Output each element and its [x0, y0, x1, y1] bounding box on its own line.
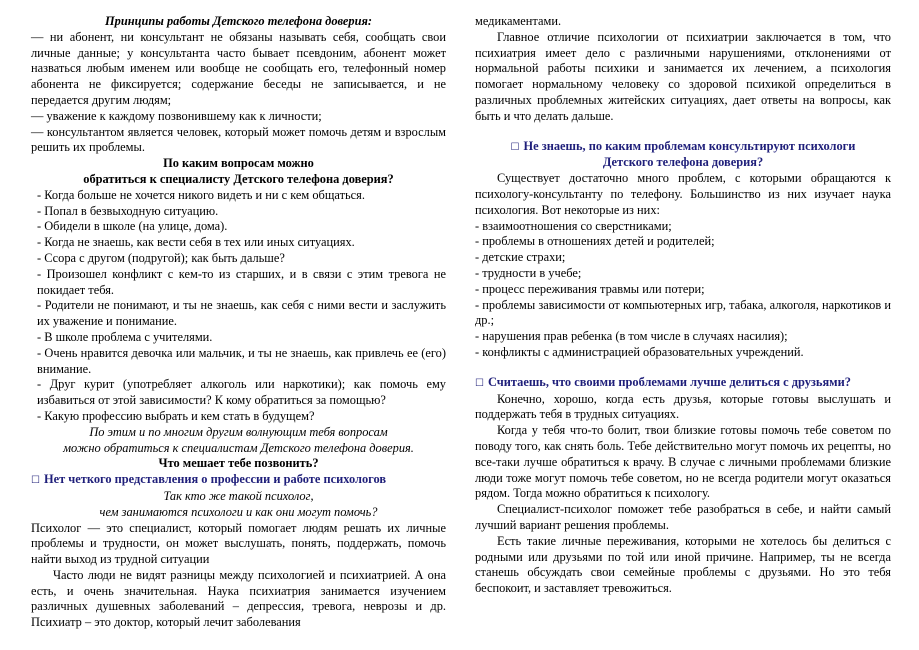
other-questions-line-1: По этим и по многим другим волнующим тебя вопросам	[89, 424, 388, 439]
list-item: - проблемы зависимости от компьютерных игр, табака, алкоголя, наркотиков и др.;	[475, 297, 891, 328]
difference-paragraph: Часто люди не видят разницы между психологией и психиатрией. А она есть, и очень значительная. Наука психиатрия занимается изучением различных душевных заболеваний – депрессия, тревога, неврозы и др. Психиатр – это доктор, который лечит заболевания	[31, 567, 446, 630]
questions-title-line-1: По каким вопросам можно	[163, 156, 314, 171]
principle-3: — консультантом является человек, который может помочь детям и взрослым решить их проблемы.	[31, 124, 446, 155]
list-item: - В школе проблема с учителями.	[37, 329, 213, 344]
no-idea-title: Нет четкого представления о профессии и работе психологов	[43, 472, 387, 487]
continuation-text: медикаментами.	[475, 14, 562, 28]
list-item: - Попал в безвыходную ситуацию.	[37, 203, 219, 218]
questions-list	[31, 188, 446, 425]
list-item: - нарушения прав ребенка (в том числе в случаях насилия);	[475, 329, 788, 344]
questions-title-line-2: обратиться к специалисту Детского телефона доверия?	[83, 171, 394, 186]
problems-heading-line-2: Детского телефона доверия?	[602, 155, 764, 170]
main-difference-paragraph: Главное отличие психологии от психиатрии заключается в том, что психиатрия имеет дело с различными нарушениями, отклонениями от нормальной работы психики и занимается их лечением, а психология помогает нормальному человеку со здоровой психикой определиться в различных проблемных житейских ситуациях, дает ответы на вопросы, как быть и что делать дальше.	[475, 29, 891, 123]
principle-1: — ни абонент, ни консультант не обязаны называть себя, сообщать свои личные данные; у консультанта часто бывает псевдоним, абонент может назваться любым именем или вообще не сообщать его, телефонный номер абонента не фиксируется; содержание беседы не записывается, и не передается другим людям;	[31, 29, 446, 107]
other-questions-line-2: можно обратиться к специалистам Детского телефона доверия.	[63, 440, 414, 455]
friends-paragraph-1: Конечно, хорошо, когда есть друзья, которые готовы выслушать и поддержать тебя в трудных ситуациях.	[475, 391, 891, 422]
list-item: - Какую профессию выбрать и кем стать в будущем?	[37, 408, 315, 423]
list-item: - Обидели в школе (на улице, дома).	[37, 219, 228, 234]
list-item: - Когда не знаешь, как вести себя в тех или иных ситуациях.	[37, 235, 355, 250]
list-item: - Ссора с другом (подругой); как быть дальше?	[37, 250, 285, 265]
friends-paragraph-2: Когда у тебя что-то болит, твои близкие готовы помочь тебе советом по поводу того, как снять боль. Тебе действительно могут помочь их рецепты, но все-таки лучше обратиться к врачу. В случае с личными проблемами близкие люди тоже могут помочь тебе советом, но не всегда родители могут оказаться рядом. Тогда можно обратиться к психологу.	[475, 423, 891, 501]
list-item: - детские страхи;	[475, 250, 566, 265]
principle-2: — уважение к каждому позвонившему как к личности;	[31, 108, 322, 123]
who-line-1: Так кто же такой психолог,	[163, 488, 314, 503]
problems-list	[475, 219, 891, 361]
list-item: - проблемы в отношениях детей и родителей;	[475, 234, 715, 249]
list-item: - Очень нравится девочка или мальчик, и ты не знаешь, как привлечь ее (его) внимание.	[37, 345, 446, 376]
checkbox-bullet-icon: ☐	[475, 377, 484, 389]
list-item: - Когда больше не хочется никого видеть и ни с кем общаться.	[37, 187, 365, 202]
friends-paragraph-4: Есть такие личные переживания, которыми не хотелось бы делиться с родными или друзьями по той или иной причине. Например, ты не всегда станешь обсуждать свои семейные проблемы с друзьями. Но это тебя беспокоит, и заставляет тревожиться.	[475, 533, 891, 596]
list-item: - трудности в учебе;	[475, 265, 582, 280]
list-item: - Родители не понимают, и ты не знаешь, как себя с ними вести и заслужить их уважение и понимание.	[37, 298, 446, 329]
problems-heading-line-1: ☐ Не знаешь, по каким проблемам консультируют психологи	[510, 138, 856, 153]
problems-intro: Существует достаточно много проблем, с которыми обращаются к психологу-консультанту по телефону. Большинство из них изучает наука психология. Вот некоторые из них:	[475, 171, 891, 217]
no-idea-heading	[31, 472, 446, 489]
left-column	[31, 14, 446, 631]
list-item: - взаимоотношения со сверстниками;	[475, 218, 672, 233]
psychologist-definition: Психолог — это специалист, который помогает людям решать их личные проблемы и трудности, он может выслушать, понять, поддержать, помочь найти выход из трудной ситуации	[31, 520, 446, 567]
list-item: - Друг курит (употребляет алкоголь или наркотики); как помочь ему избавиться от этой зависимости? К кому обратиться за помощью?	[37, 377, 446, 408]
list-item: - процесс переживания травмы или потери;	[475, 281, 705, 296]
checkbox-bullet-icon: ☐	[31, 475, 40, 487]
list-item: - конфликты с администрацией образовательных учреждений.	[475, 344, 804, 359]
checkbox-bullet-icon: ☐	[510, 141, 520, 153]
right-column	[475, 14, 891, 597]
list-item: - Произошел конфликт с кем-то из старших, и в связи с этим тревога не покидает тебя.	[37, 266, 446, 297]
better-heading: ☐ Считаешь, что своими проблемами лучше делиться с друзьями?	[475, 374, 851, 389]
principles-title: Принципы работы Детского телефона доверия:	[105, 14, 372, 28]
who-line-2: чем занимаются психологи и как они могут помочь?	[99, 504, 378, 519]
friends-paragraph-3: Специалист-психолог поможет тебе разобраться в себе, и найти самый лучший вариант решения проблемы.	[475, 502, 891, 532]
what-prevents-heading: Что мешает тебе позвонить?	[158, 456, 319, 471]
